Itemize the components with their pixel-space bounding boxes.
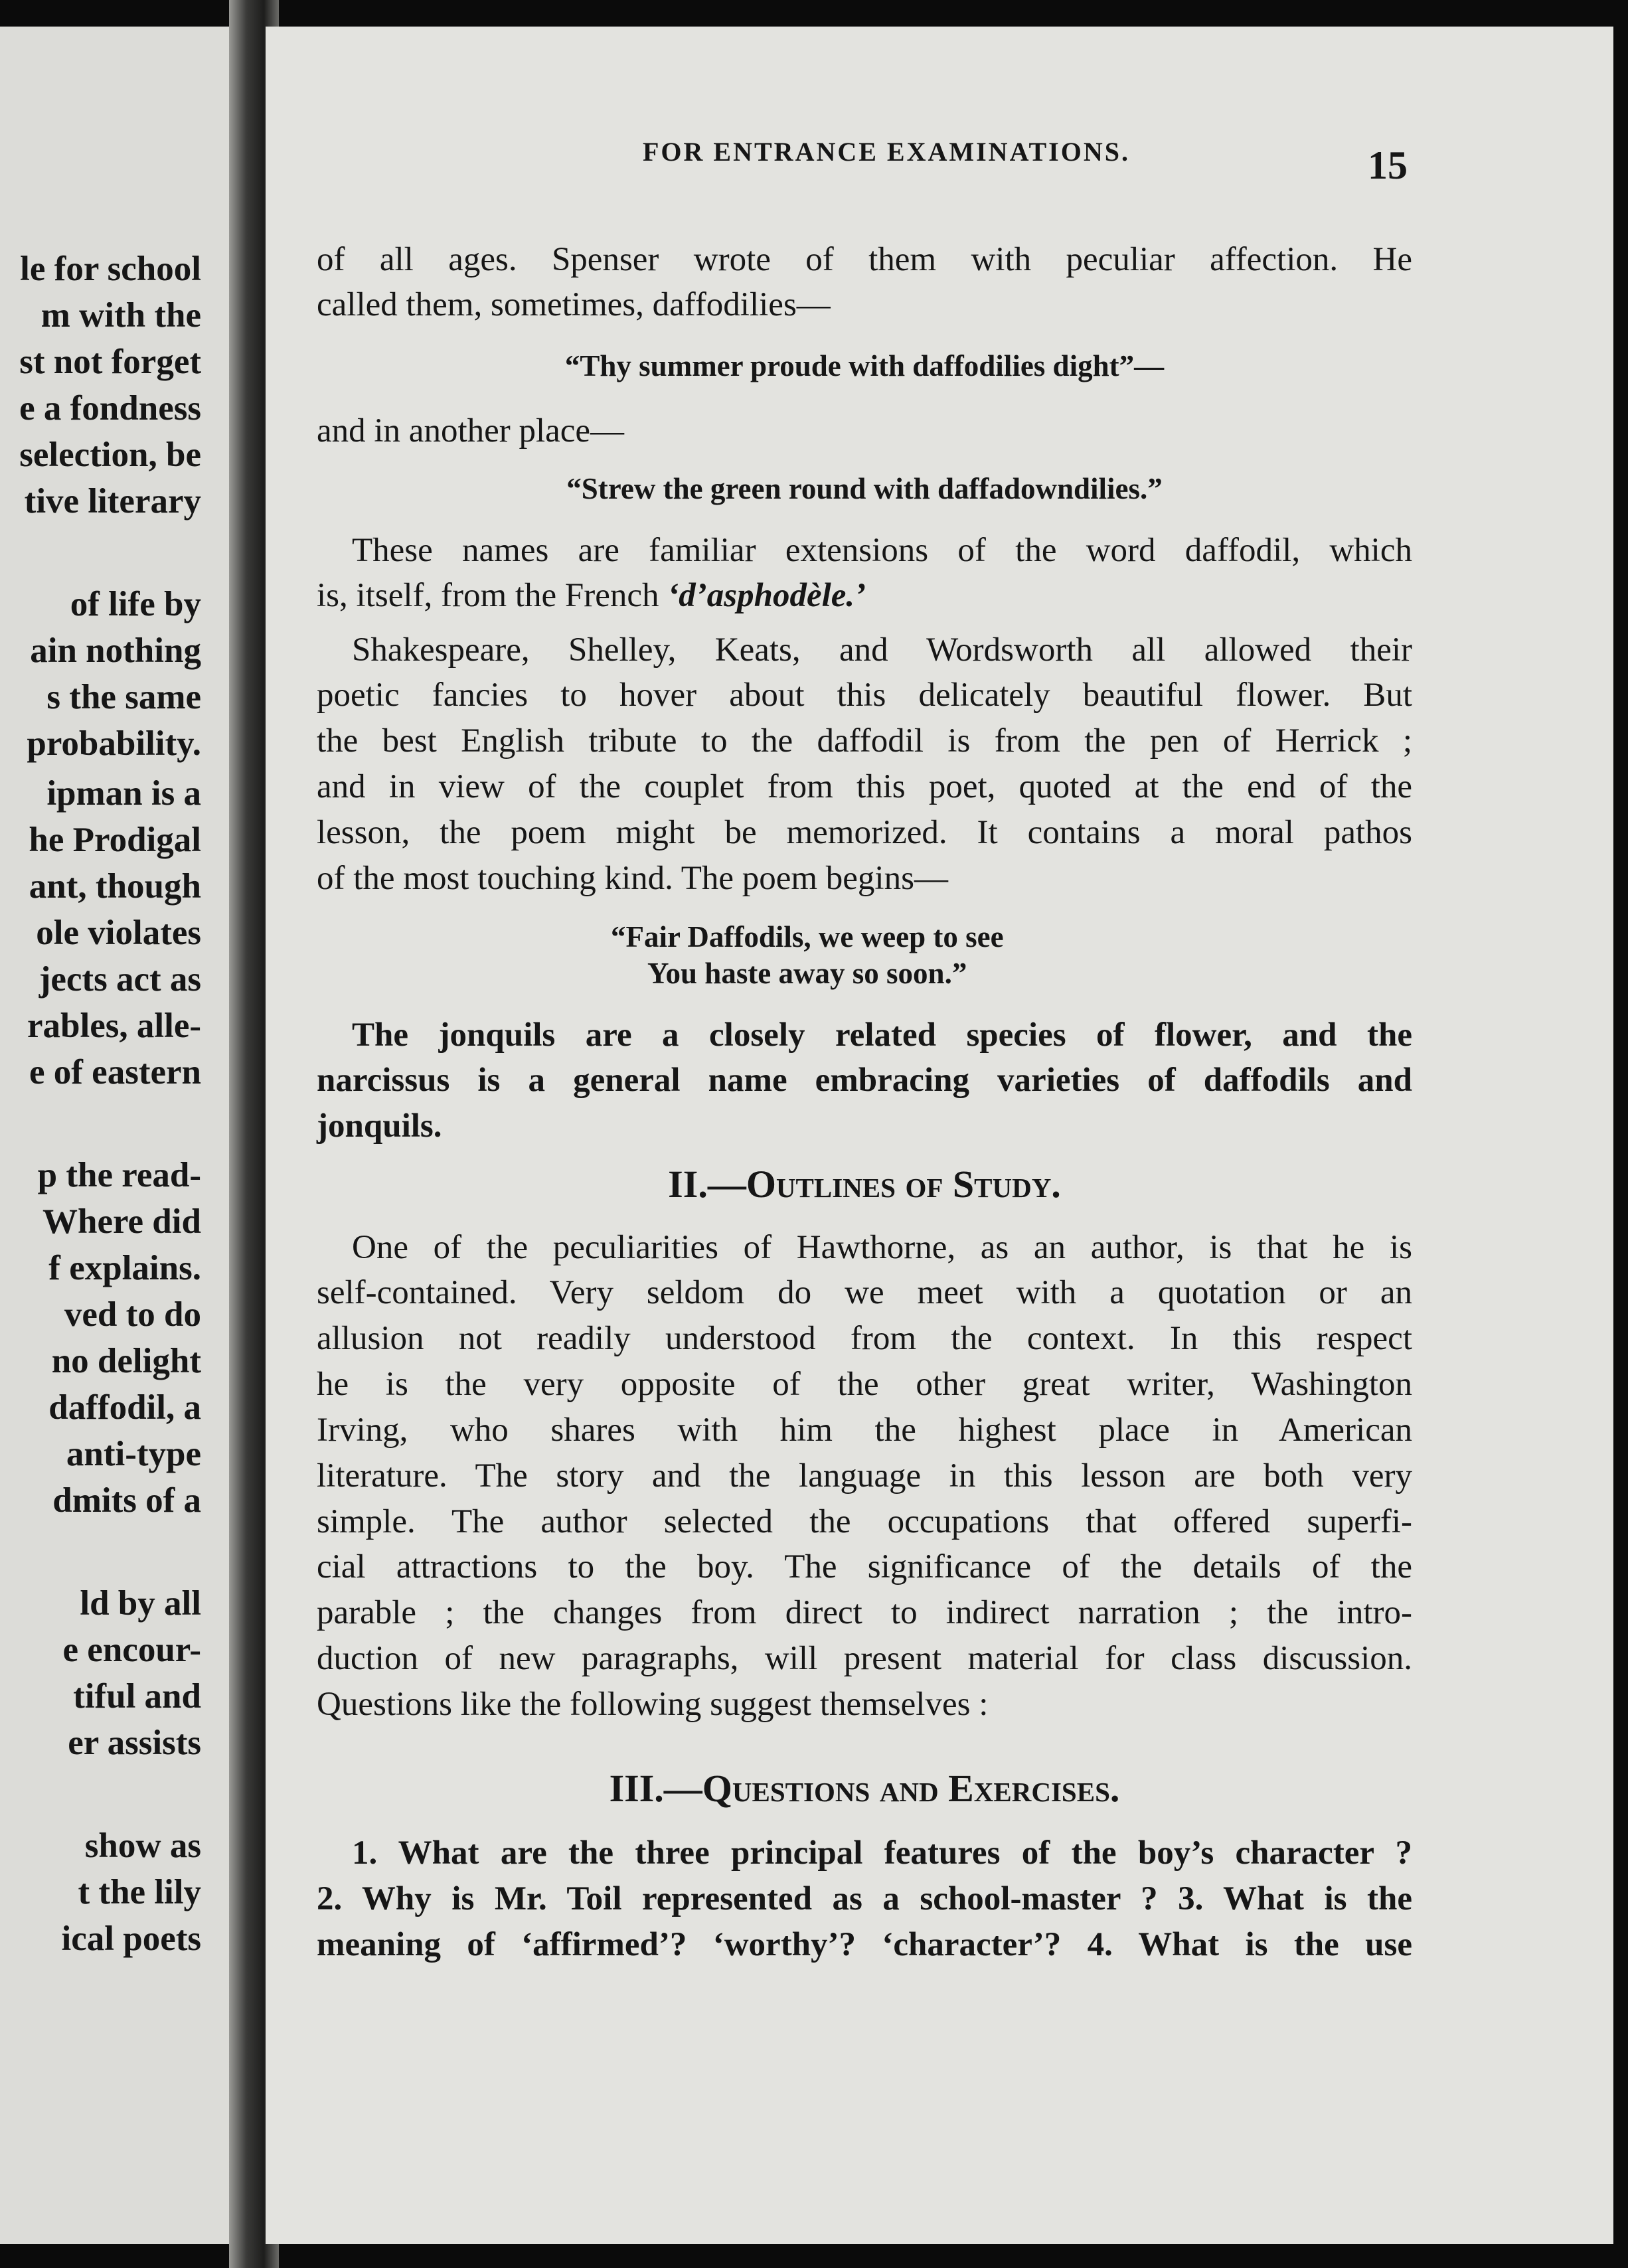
text-line — [317, 576, 1412, 615]
text-line: cial attractions to the boy. The significance of the details of the — [317, 1548, 1412, 1585]
facing-page-line: f explains. — [48, 1249, 201, 1287]
text-line: duction of new paragraphs, will present material for class discussion. — [317, 1640, 1412, 1677]
text-line: jonquils. — [317, 1107, 442, 1145]
facing-page-line: ain nothing — [30, 631, 201, 670]
text-span: is, itself, from the French — [317, 577, 668, 614]
facing-page-line: rables, alle- — [27, 1007, 201, 1045]
text-line: allusion not readily understood from the context. In this respect — [317, 1320, 1412, 1357]
facing-page-line: ant, though — [29, 867, 201, 906]
text-line: called them, sometimes, daffodilies— — [317, 286, 831, 323]
facing-page-line: er assists — [68, 1724, 201, 1762]
text-line: meaning of ‘affirmed’? ‘worthy’? ‘character’? 4. What is the use — [317, 1926, 1412, 1963]
facing-page-line: show as — [84, 1826, 201, 1865]
facing-page-line: ole violates — [36, 914, 201, 952]
facing-page-line: t the lily — [78, 1873, 201, 1911]
text-line: The jonquils are a closely related species of flower, and the — [352, 1016, 1412, 1054]
text-line: literature. The story and the language in this lesson are both very — [317, 1457, 1412, 1495]
text-line: One of the peculiarities of Hawthorne, as an author, is that he is — [352, 1229, 1412, 1266]
section-heading: III.—Questions and Exercises. — [609, 1767, 1120, 1810]
text-line: he is the very opposite of the other great writer, Washington — [317, 1366, 1412, 1403]
facing-page-line: st not forget — [19, 343, 201, 381]
text-line: poetic fancies to hover about this delicately beautiful flower. But — [317, 677, 1412, 714]
running-head: FOR ENTRANCE EXAMINATIONS. — [643, 137, 1130, 167]
text-line: self-contained. Very seldom do we meet with a quotation or an — [317, 1274, 1412, 1311]
french-term: ‘d’asphodèle.’ — [667, 577, 866, 614]
facing-page-line: le for school — [20, 250, 201, 288]
page-number: 15 — [1368, 143, 1408, 187]
facing-page-line: of life by — [70, 585, 201, 623]
facing-page-line: probability. — [27, 724, 201, 763]
facing-page-line: tiful and — [73, 1677, 201, 1716]
verse-quote: “Fair Daffodils, we weep to see — [611, 920, 1004, 953]
scan-edge — [1613, 0, 1628, 2268]
text-line: parable ; the changes from direct to indirect narration ; the intro- — [317, 1594, 1412, 1631]
facing-page-line: daffodil, a — [48, 1388, 201, 1427]
text-line: Questions like the following suggest themselves : — [317, 1686, 989, 1723]
text-line: Shakespeare, Shelley, Keats, and Wordsworth all allowed their — [352, 631, 1412, 669]
facing-page-line: no delight — [51, 1342, 201, 1380]
facing-page-line: Where did — [42, 1202, 201, 1241]
facing-page-line: dmits of a — [52, 1481, 201, 1520]
text-line: Irving, who shares with him the highest place in American — [317, 1412, 1412, 1449]
facing-page-line: jects act as — [39, 960, 201, 999]
facing-page-line: he Prodigal — [29, 821, 201, 859]
verse-quote: “Strew the green round with daffadowndilies.” — [566, 472, 1163, 505]
facing-page-line: s the same — [46, 678, 201, 716]
text-line: simple. The author selected the occupations that offered superfi- — [317, 1503, 1412, 1540]
verse-quote: You haste away so soon.” — [647, 957, 967, 990]
facing-page-line: anti-type — [66, 1435, 201, 1473]
facing-page-line: e encour- — [62, 1631, 201, 1669]
text-line: of all ages. Spenser wrote of them with peculiar affection. He — [317, 241, 1412, 278]
text-line: 1. What are the three principal features of the boy’s character ? — [352, 1834, 1412, 1872]
facing-page-line: ipman is a — [46, 774, 201, 813]
facing-page-line: selection, be — [19, 436, 201, 474]
facing-page-line: ld by all — [80, 1584, 201, 1623]
text-line: These names are familiar extensions of the word daffodil, which — [352, 532, 1412, 569]
facing-page-line: m with the — [41, 296, 201, 335]
text-line: narcissus is a general name embracing varieties of daffodils and — [317, 1062, 1412, 1099]
facing-page-line: ved to do — [64, 1295, 201, 1334]
facing-page-line: e a fondness — [19, 389, 201, 428]
facing-page-line: ical poets — [61, 1919, 201, 1958]
text-line: and in view of the couplet from this poet, quoted at the end of the — [317, 768, 1412, 805]
text-line: 2. Why is Mr. Toil represented as a school-master ? 3. What is the — [317, 1880, 1412, 1917]
facing-page-line: p the read- — [37, 1156, 201, 1194]
facing-page-line: tive literary — [24, 482, 201, 521]
section-heading: II.—Outlines of Study. — [668, 1163, 1061, 1206]
text-line: lesson, the poem might be memorized. It contains a moral pathos — [317, 814, 1412, 851]
text-line: the best English tribute to the daffodil is from the pen of Herrick ; — [317, 722, 1412, 760]
text-line: of the most touching kind. The poem begins— — [317, 860, 948, 897]
facing-page — [0, 27, 229, 2244]
text-line: and in another place— — [317, 412, 625, 449]
facing-page-line: e of eastern — [29, 1053, 201, 1092]
verse-quote: “Thy summer proude with daffodilies dight”— — [564, 349, 1165, 382]
